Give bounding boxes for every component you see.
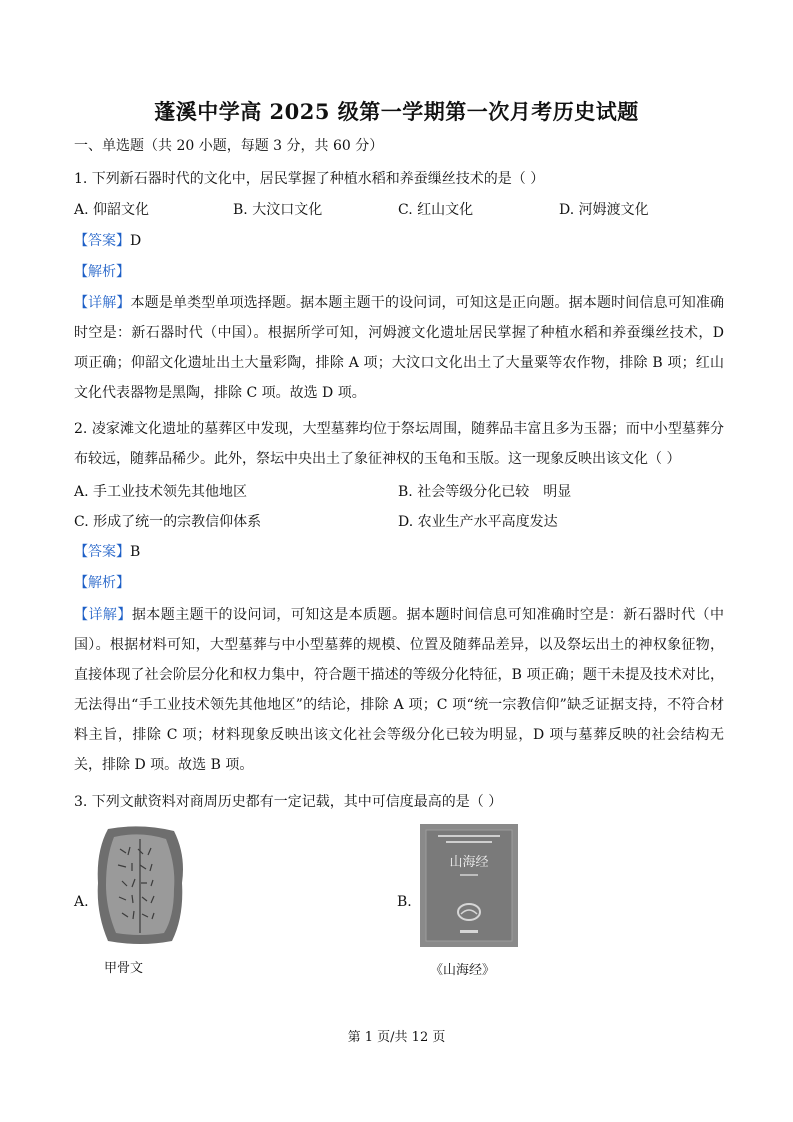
detail-tag: 【详解】 xyxy=(74,295,131,311)
q1-option-a: A. 仰韶文化 xyxy=(74,202,150,218)
q1-stem: 1. 下列新石器时代的文化中，居民掌握了种植水稻和养蚕缫丝技术的是（ ） xyxy=(74,171,545,187)
q2-option-a: A. 手工业技术领先其他地区 xyxy=(74,484,248,500)
page-footer: 第 1 页/共 12 页 xyxy=(347,1030,446,1045)
q2-option-c: C. 形成了统一的宗教信仰体系 xyxy=(74,514,262,530)
section-heading: 一、单选题（共 20 小题，每题 3 分，共 60 分） xyxy=(74,138,384,154)
q3-option-a-label: A. xyxy=(74,894,89,910)
detail-text: 本题是单类型单项选择题。据本题主题干的设问词，可知这是正向题。据本题时间信息可知准确时空是：新石器时代（中国）。根据所学可知，河姆渡文化遗址居民掌握了种植水稻和养蚕缫丝技术，D 项正确；仰韶文化遗址出土大量彩陶，排除 A 项；大汶口文化出土了大量粟等农作物，排除 B 项；红山文化代表器物是黑陶，排除 C 项。故选 D 项。 xyxy=(74,295,725,401)
cover-title-text: 山海经 xyxy=(449,855,489,870)
q2-analysis-heading xyxy=(74,574,130,592)
q3-option-b-label: B. xyxy=(397,894,412,910)
q2-option-b: B. 社会等级分化已较 明显 xyxy=(398,484,572,500)
answer-value: D xyxy=(130,233,142,249)
q2-answer xyxy=(74,543,140,561)
q1-analysis-heading xyxy=(74,263,130,281)
q3-option-a-caption: 甲骨文 xyxy=(104,961,144,976)
detail-text: 据本题主题干的设问词，可知这是本质题。据本题时间信息可知准确时空是：新石器时代（中国）。根据材料可知，大型墓葬与中小型墓葬的规模、位置及随葬品差异，以及祭坛出土的神权象征物，直接体现了社会阶层分化和权力集中，符合题干描述的等级分化特征，B 项正确；题干未提及技术对比，无法得出“手工业技术领先其他地区”的结论，排除 A 项；C 项“统一宗教信仰”缺乏证据支持，不符合材料主旨，排除 C 项；材料现象反映出该文化社会等级分化已较为明显，D 项与墓葬反映的社会结构无关，排除 D 项。故选 B 项。 xyxy=(74,607,725,773)
q2-detail xyxy=(74,600,724,780)
shanhaijing-cover-image xyxy=(420,824,518,947)
answer-value: B xyxy=(130,544,141,560)
q1-option-c: C. 红山文化 xyxy=(398,202,474,218)
q1-option-b: B. 大汶口文化 xyxy=(233,202,323,218)
page-title: 蓬溪中学高 2025 级第一学期第一次月考历史试题 xyxy=(154,99,639,124)
analysis-tag: 【解析】 xyxy=(74,575,130,591)
q1-answer xyxy=(74,232,141,250)
answer-tag: 【答案】 xyxy=(74,233,130,249)
q3-stem: 3. 下列文献资料对商周历史都有一定记载，其中可信度最高的是（ ） xyxy=(74,794,503,810)
answer-tag: 【答案】 xyxy=(74,544,130,560)
q3-option-b-caption: 《山海经》 xyxy=(430,963,496,978)
oracle-bone-image xyxy=(94,825,186,945)
q2-option-d: D. 农业生产水平高度发达 xyxy=(398,514,558,530)
analysis-tag: 【解析】 xyxy=(74,264,130,280)
q1-option-d: D. 河姆渡文化 xyxy=(559,202,649,218)
q1-detail xyxy=(74,288,724,408)
q2-stem: 2. 凌家滩文化遗址的墓葬区中发现，大型墓葬均位于祭坛周围，随葬品丰富且多为玉器；而中小型墓葬分布较远，随葬品稀少。此外，祭坛中央出土了象征神权的玉龟和玉版。这一现象反映出该文化（ ） xyxy=(74,421,724,467)
detail-tag: 【详解】 xyxy=(74,607,132,623)
